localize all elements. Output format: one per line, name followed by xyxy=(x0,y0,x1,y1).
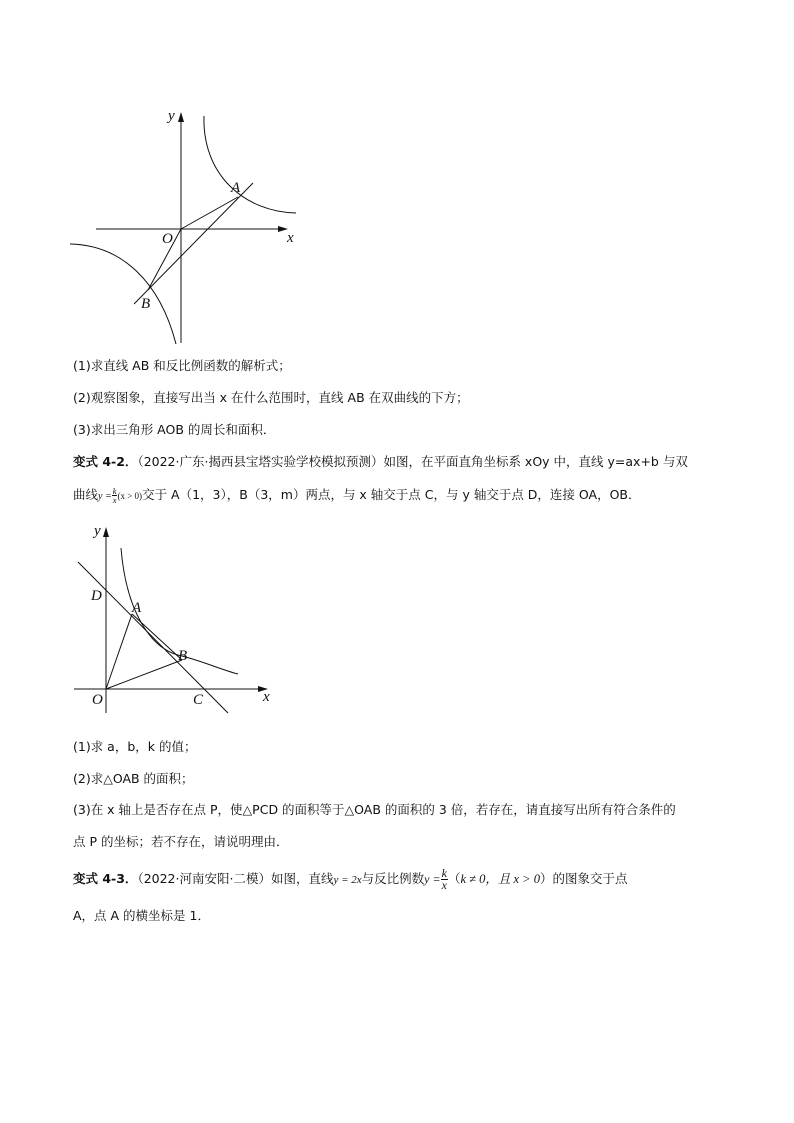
variant-4-3-line-2: A，点 A 的横坐标是 1． xyxy=(73,908,210,923)
label-a: A xyxy=(231,180,241,196)
segment-oa xyxy=(181,197,238,229)
label-x: x xyxy=(287,230,294,246)
variant-4-2-condition: (x > 0) xyxy=(117,491,143,501)
variant-4-3-source: （2022·河南安阳·二模） xyxy=(137,871,271,886)
q2-part-3a: (3)在 x 轴上是否存在点 P，使△PCD 的面积等于△OAB 的面积的 3 倍，若存在，请直接写出所有符合条件的 xyxy=(73,802,676,817)
variant-4-2-source: （2022·广东·揭西县宝塔实验学校模拟预测） xyxy=(137,454,384,469)
figure-2-hyperbola-graph xyxy=(70,515,280,720)
label-o: O xyxy=(162,231,173,247)
label-a: A xyxy=(132,600,142,616)
variant-4-2-prefix: 曲线 xyxy=(73,487,99,502)
label-o: O xyxy=(92,692,103,708)
label-b: B xyxy=(141,296,151,312)
variant-4-3-fraction xyxy=(441,868,448,891)
label-c: C xyxy=(193,692,204,708)
q2-part-3b: 点 P 的坐标；若不存在，请说明理由． xyxy=(73,834,289,849)
fraction-denominator: x xyxy=(441,878,447,892)
q1-part-1: (1)求直线 AB 和反比例函数的解析式； xyxy=(73,358,291,373)
variant-4-3-condition: k ≠ 0，且 x > 0 xyxy=(460,872,540,886)
variant-4-2-label: 变式 4-2． xyxy=(73,454,138,469)
variant-4-3-eq-line: y = 2x xyxy=(333,874,362,886)
variant-4-3-cond-close: ）的图象交于点 xyxy=(539,871,628,886)
variant-4-2-rest: 交于 A（1，3），B（3，m）两点，与 x 轴交于点 C，与 y 轴交于点 D，连接 OA，OB． xyxy=(142,487,641,502)
segment-ab xyxy=(132,614,182,660)
q1-part-2: (2)观察图象，直接写出当 x 在什么范围时，直线 AB 在双曲线的下方； xyxy=(73,390,469,405)
variant-4-3-intro: 如图，直线 xyxy=(270,871,334,886)
label-d: D xyxy=(91,588,102,604)
label-x: x xyxy=(263,689,270,705)
label-y: y xyxy=(168,108,175,124)
variant-4-3-label: 变式 4-3． xyxy=(73,871,138,886)
line-ab xyxy=(134,183,253,304)
variant-4-2-eq-y: y = xyxy=(98,491,112,502)
label-y: y xyxy=(94,523,101,539)
fraction-numerator: k xyxy=(441,866,447,880)
hyperbola-branch-q1 xyxy=(204,116,296,213)
line-dc xyxy=(78,562,228,713)
variant-4-3-cond-open: （ xyxy=(447,871,461,886)
y-axis-arrow xyxy=(103,527,109,537)
hyperbola-branch-q3 xyxy=(70,244,176,344)
variant-4-3-eq-y: y = xyxy=(424,872,441,886)
q2-part-1: (1)求 a，b，k 的值； xyxy=(73,739,197,754)
q2-part-2: (2)求△OAB 的面积； xyxy=(73,771,194,786)
y-axis-arrow xyxy=(178,112,184,122)
q1-part-3: (3)求出三角形 AOB 的周长和面积． xyxy=(73,422,276,437)
fraction-numerator: k xyxy=(112,486,117,496)
variant-4-3-mid: 与反比例数 xyxy=(361,871,425,886)
variant-4-2-line-2 xyxy=(73,482,641,510)
variant-4-2-line-1 xyxy=(73,452,688,472)
figure-1-hyperbola-graph xyxy=(70,100,310,350)
label-b: B xyxy=(178,648,188,664)
segment-oa xyxy=(106,614,132,689)
segment-ob xyxy=(106,660,182,689)
fraction-denominator: x xyxy=(112,495,117,505)
variant-4-3-line-1 xyxy=(73,866,628,893)
variant-4-2-intro: 如图，在平面直角坐标系 xOy 中，直线 y=ax+b 与双 xyxy=(383,454,688,469)
